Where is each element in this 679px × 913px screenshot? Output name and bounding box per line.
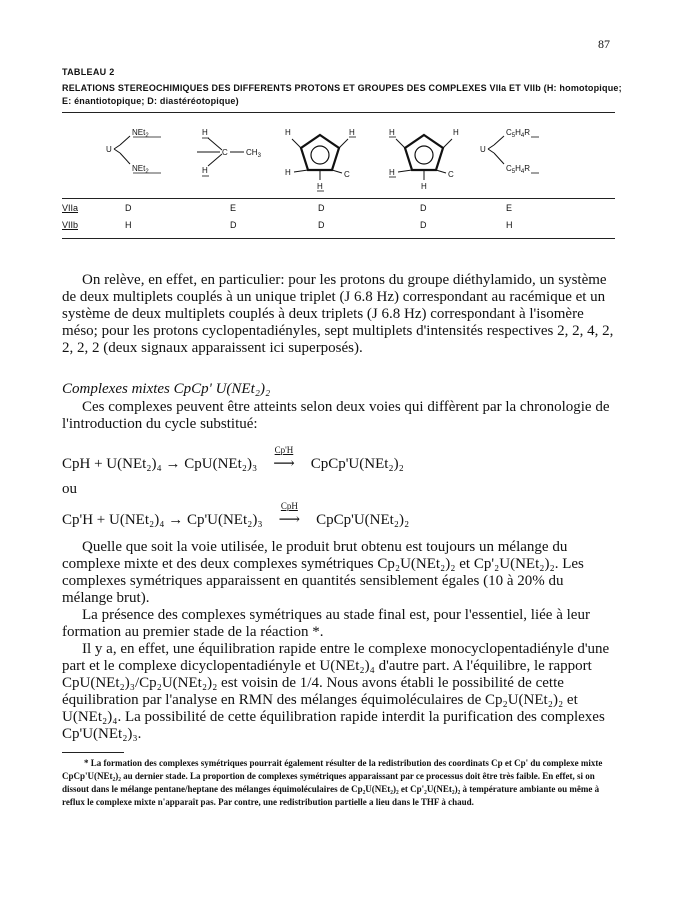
ring2-h-tr: H	[453, 128, 459, 137]
paragraph: Quelle que soit la voie utilisée, le produit brut obtenu est toujours un mélange du complexe mixte et des deux complexes symétriques Cp₂U(NEt₂)₂ et Cp'₂U(NEt₂)₂. Les complexes symétriques apparaissent en quantités sensiblement égales (10 à 20% du mélange brut).	[62, 539, 584, 606]
footnote-rule	[62, 752, 124, 753]
table-cell: D	[420, 203, 427, 213]
struct-c-label: C	[222, 148, 228, 157]
table-cell: E	[506, 203, 513, 213]
struct-net2-top: NEt$_2$	[132, 128, 149, 139]
table-cell: D	[125, 203, 132, 213]
ring2-h-bl: H	[389, 168, 395, 177]
eq1-arrow: Cp'H ⟶	[261, 454, 307, 473]
stereo-structures-row	[62, 118, 615, 198]
table-bottom-rule	[62, 238, 615, 239]
paragraph: Il y a, en effet, une équilibration rapide entre le complexe monocyclopentadiényle d'une part et le complexe dicyclopentadiényle et U(NEt₂)₄ d'autre part. A l'équilibre, le rapport CpU(NEt₂)₃/Cp₂U(NEt₂)₂ est voisin de 1/4. Nous avons établi le possibilité de cette équilibration par l'analyse en RMN des mélanges équimoléculaires de Cp₂U(NEt₂)₂ et U(NEt₂)₄. La possibilité de cette équilibration rapide interdit la purification des complexes Cp'U(NEt₂)₃.	[62, 641, 610, 742]
table-title: TABLEAU 2	[62, 67, 115, 77]
eq1-left: CpH + U(NEt₂)₄ → CpU(NEt₂)₃	[62, 456, 258, 472]
structure-u-net2	[106, 128, 161, 175]
table-cell: D	[420, 220, 427, 230]
eq2-right: CpCp'U(NEt₂)₂	[316, 512, 410, 528]
page-number: 87	[598, 37, 610, 51]
struct5-u-label: U	[480, 145, 486, 154]
table-top-rule	[62, 112, 615, 113]
ring1-h-tr: H	[349, 128, 355, 137]
ring2-c-br: C	[448, 170, 454, 179]
eq2-reagent: CpH	[280, 501, 298, 511]
table-cell: H	[125, 220, 132, 230]
equation-1	[62, 445, 404, 473]
footnote-text: * La formation des complexes symétriques pourrait également résulter de la redistribution des coordinats Cp et Cp' du complexe mixte CpCp'U(NEt₂)₂ au dernier stade. La proportion de complexes symétriques apparaissant par ce processus doit être très faible. En effet, si on dissout dans le mélange pentane/heptane des mélanges équimoléculaires de Cp₂U(NEt₂)₂ et Cp'₂U(NEt₂)₂ à température ambiante ou même à reflux le complexe mixte n'apparaît pas. Par contre, une redistribution partielle a lieu dans le THF à chaud.	[62, 758, 603, 807]
body-paragraph-2	[62, 399, 617, 433]
table-cell: H	[506, 220, 513, 230]
table-cell: D	[230, 220, 237, 230]
table-cell: D	[318, 203, 325, 213]
ring1-h-tl: H	[285, 128, 291, 137]
struct-h-top: H	[202, 128, 208, 137]
structure-u-c5h4r	[480, 128, 539, 175]
or-text: ou	[62, 481, 77, 497]
table-header-rule	[62, 198, 615, 199]
eq2-left: Cp'H + U(NEt₂)₄ → Cp'U(NEt₂)₃	[62, 512, 263, 528]
footnote	[62, 757, 617, 809]
struct5-c5h4r-bottom: $C_5H_4R$	[506, 164, 531, 175]
equation-2	[62, 501, 410, 529]
ring1-h-bl: H	[285, 168, 291, 177]
structure-ch2-ch3	[197, 128, 262, 176]
paragraph: La présence des complexes symétriques au stade final est, pour l'essentiel, liée à leur formation au premier stade de la réaction *.	[62, 607, 590, 640]
row-label-viib: VIIb	[62, 220, 79, 230]
struct-u-label: U	[106, 145, 112, 154]
struct5-c5h4r-top: $C_5H_4R$	[506, 128, 531, 139]
body-paragraph-1	[62, 272, 617, 357]
body-paragraph-3	[62, 539, 617, 607]
eq2-arrow: CpH ⟶	[266, 510, 312, 529]
paragraph: On relève, en effet, en particulier: pour les protons du groupe diéthylamido, un système de deux multiplets couplés à un unique triplet (J 6.8 Hz) correspondant au racémique et un système de deux multiplets couplés à deux triplets (J 6.8 Hz) correspondant à l'isomère méso; pour les protons cyclopentadiényles, sept multiplets d'intensités respectives 2, 2, 4, 2, 2, 2, 2 (deux signaux apparaissent ici superposés).	[62, 272, 614, 356]
ring1-h-bottom: H	[317, 182, 323, 191]
table-cell: E	[230, 203, 237, 213]
eq1-right: CpCp'U(NEt₂)₂	[310, 456, 404, 472]
structure-cp-ring-1	[285, 128, 356, 191]
ring1-c-br: C	[344, 170, 350, 179]
struct-h-bottom: H	[202, 166, 208, 175]
section-heading: Complexes mixtes CpCp' U(NEt₂)₂	[62, 381, 271, 397]
paragraph: Ces complexes peuvent être atteints selon deux voies qui diffèrent par la chronologie de l'introduction du cycle substitué:	[62, 399, 610, 432]
row-label-viia: VIIa	[62, 203, 79, 213]
table-caption: RELATIONS STEREOCHIMIQUES DES DIFFERENTS PROTONS ET GROUPES DES COMPLEXES VIIa ET VIIb (H: homotopique; E: énantiotopique; D: diastéréotopique)	[62, 83, 622, 106]
body-paragraph-4	[62, 607, 617, 641]
body-paragraph-5	[62, 641, 617, 743]
struct-net2-bottom: NEt$_2$	[132, 164, 149, 175]
table-cell: D	[318, 220, 325, 230]
ring2-h-tl: H	[389, 128, 395, 137]
eq1-reagent: Cp'H	[274, 445, 294, 455]
ring2-h-bottom: H	[421, 182, 427, 191]
struct-ch3-label: $CH_3$	[246, 148, 261, 159]
structure-cp-ring-2	[389, 128, 459, 191]
